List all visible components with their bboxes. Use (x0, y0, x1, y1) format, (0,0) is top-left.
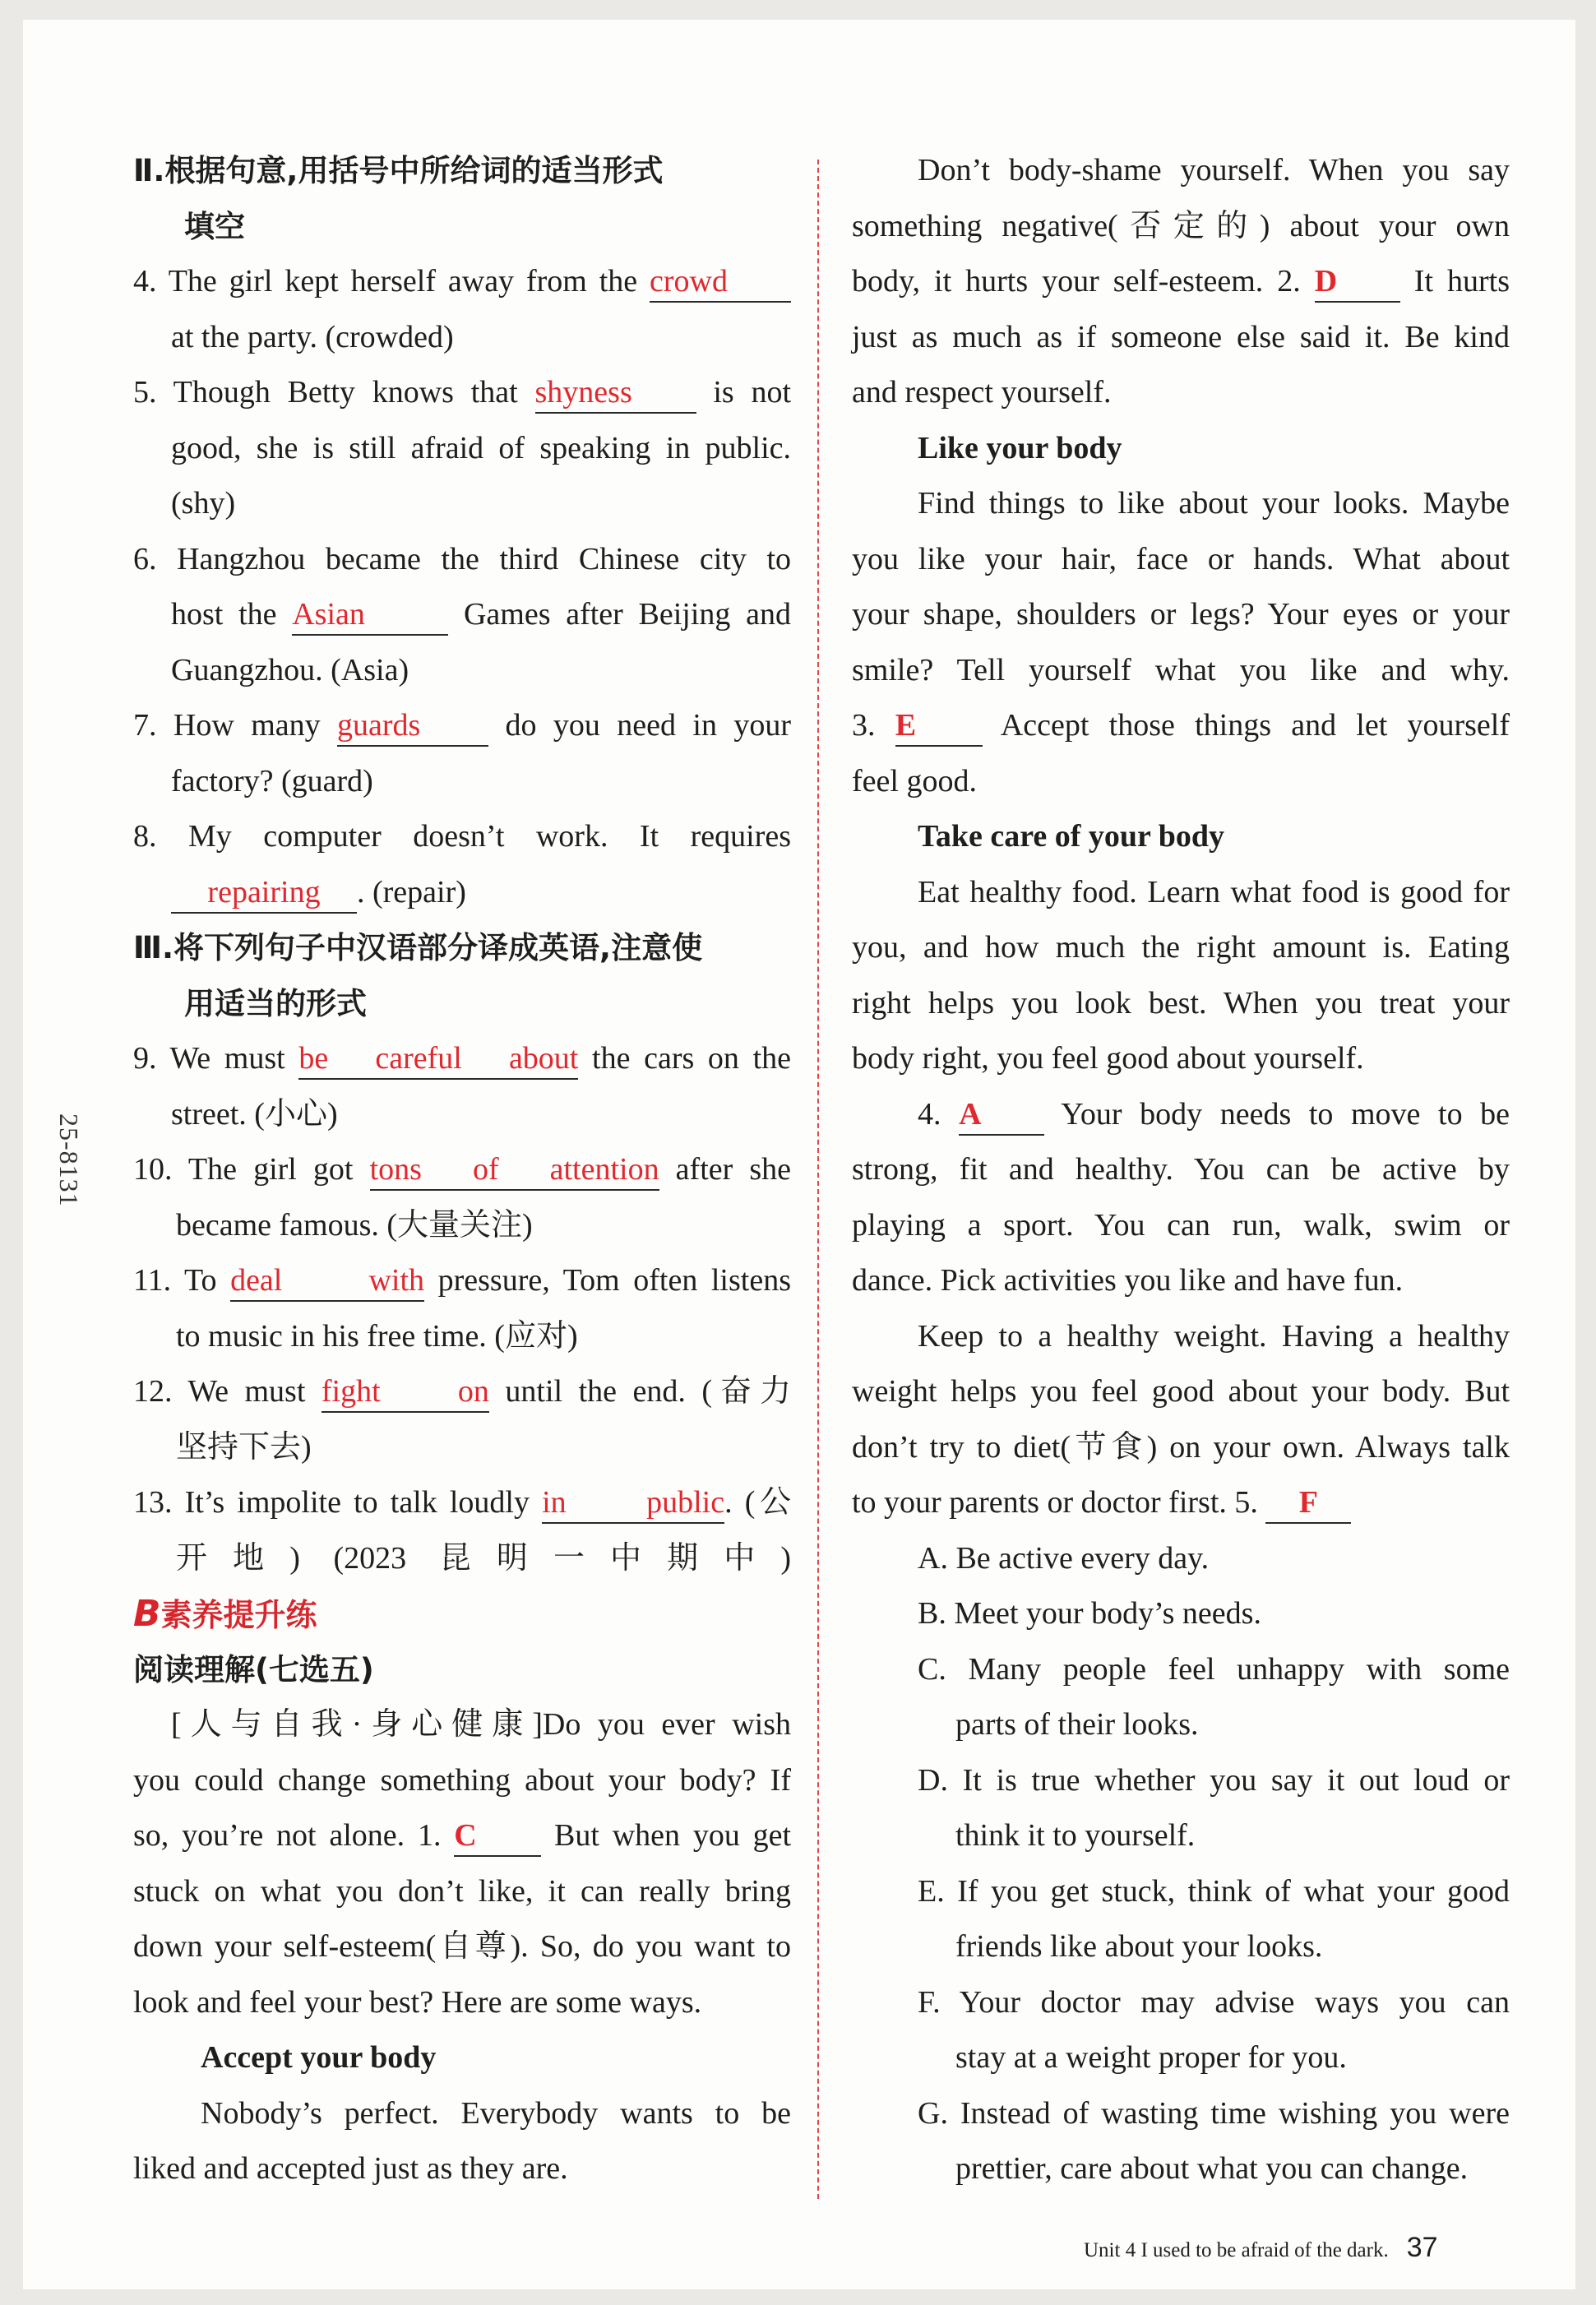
question-7: 7. How many guards do you need in your (133, 698, 791, 754)
answer-blank[interactable]: fight on (322, 1373, 489, 1413)
answer-blank-5[interactable]: F (1265, 1484, 1351, 1524)
reading-title: 阅读理解(七选五) (133, 1651, 374, 1687)
passage-line: to your parents or doctor first. 5. F (852, 1475, 1510, 1531)
question-5-cont: (shy) (171, 486, 236, 521)
passage-line: weight helps you feel good about your body. But (852, 1374, 1510, 1409)
answer-blank[interactable]: guards (337, 707, 488, 747)
option-c-cont: parts of their looks. (955, 1707, 1199, 1742)
question-7-cont: factory? (guard) (171, 763, 373, 798)
passage-line: dance. Pick activities you like and have fun. (852, 1263, 1404, 1298)
option-f: F. Your doctor may advise ways you can (918, 1984, 1510, 2020)
answer-blank[interactable]: tons of attention (370, 1151, 659, 1191)
question-4: 4. The girl kept herself away from the crowd (133, 254, 791, 310)
passage-line: you could change something about your body? If (133, 1762, 791, 1798)
passage-line: don’t try to diet(节食) on your own. Always talk (852, 1429, 1510, 1465)
passage-line: liked and accepted just as they are. (133, 2151, 568, 2186)
option-b: B. Meet your body’s needs. (918, 1596, 1261, 1631)
side-code: 25-8131 (54, 1113, 84, 1207)
passage-line: you, and how much the right amount is. Eating (852, 930, 1510, 965)
passage-line: [人与自我·身心健康]Do you ever wish (171, 1707, 791, 1742)
banner-title: 素养提升练 (160, 1597, 317, 1633)
passage-line: right helps you look best. When you treat your (852, 985, 1510, 1021)
worksheet-page (23, 20, 1575, 2289)
exam-source: (2023 昆明一中期中) (333, 1540, 792, 1576)
passage-line: something negative(否定的) about your own (852, 208, 1510, 243)
question-11: 11. To deal with pressure, Tom often listens (133, 1253, 791, 1309)
passage-line: feel good. (852, 763, 977, 798)
answer-blank[interactable]: deal with (230, 1262, 424, 1302)
option-e: E. If you get stuck, think of what your good (918, 1873, 1510, 1909)
question-11-cont: to music in his free time. (应对) (176, 1318, 578, 1354)
answer-blank-4[interactable]: A (959, 1096, 1044, 1136)
answer-blank-2[interactable]: D (1315, 263, 1400, 303)
section-iii-heading: Ⅲ.将下列句子中汉语部分译成英语,注意使 (133, 930, 703, 965)
question-5: 5. Though Betty knows that shyness is not (133, 365, 791, 421)
passage-line: 4. A Your body needs to move to be (852, 1087, 1510, 1143)
passage-line: Find things to like about your looks. Maybe (918, 486, 1510, 521)
passage-line: strong, fit and healthy. You can be active by (852, 1152, 1510, 1187)
passage-line: Don’t body-shame yourself. When you say (918, 153, 1510, 187)
question-12-cont: 坚持下去) (176, 1429, 312, 1465)
passage-line: just as much as if someone else said it. Be kind (852, 319, 1510, 354)
passage-line: your shape, shoulders or legs? Your eyes or your (852, 597, 1510, 632)
passage-line: playing a sport. You can run, walk, swim or (852, 1207, 1510, 1243)
subheading-like: Like your body (918, 430, 1122, 465)
answer-blank[interactable]: Asian (292, 596, 448, 636)
footer-unit-title: Unit 4 I used to be afraid of the dark. (1084, 2239, 1389, 2261)
answer-blank-3[interactable]: E (895, 707, 983, 747)
question-10: 10. The girl got tons of attention after she (133, 1142, 791, 1198)
question-13: 13. It’s impolite to talk loudly in public. (公 (133, 1475, 791, 1531)
left-column (133, 143, 791, 2197)
option-d-cont: think it to yourself. (955, 1818, 1196, 1853)
answer-blank[interactable]: shyness (535, 374, 696, 414)
passage-line: Nobody’s perfect. Everybody wants to be (201, 2095, 791, 2131)
option-c: C. Many people feel unhappy with some (918, 1651, 1510, 1687)
passage-line: Eat healthy food. Learn what food is good for (918, 874, 1510, 910)
question-8-cont: repairing . (repair) (133, 865, 791, 921)
question-6-cont: host the Asian Games after Beijing and (133, 587, 791, 643)
answer-blank[interactable]: be careful about (298, 1040, 578, 1080)
answer-blank[interactable]: crowd (650, 263, 791, 303)
page-number: 37 (1406, 2232, 1438, 2263)
question-8: 8. My computer doesn’t work. It requires (133, 819, 792, 854)
option-a: A. Be active every day. (918, 1540, 1210, 1576)
option-g-cont: prettier, care about what you can change. (955, 2151, 1469, 2186)
passage-line: down your self-esteem(自尊). So, do you want to (133, 1929, 791, 1964)
section-b-banner (133, 1586, 791, 1642)
passage-line: body, it hurts your self-esteem. 2. D It hurts (852, 254, 1510, 310)
option-g: G. Instead of wasting time wishing you were (918, 2095, 1510, 2131)
passage-line: look and feel your best? Here are some ways. (133, 1984, 702, 2020)
option-e-cont: friends like about your looks. (955, 1929, 1323, 1964)
section-iii-heading-cont: 用适当的形式 (184, 985, 367, 1021)
option-d: D. It is true whether you say it out loud or (918, 1762, 1510, 1798)
subheading-take-care: Take care of your body (918, 819, 1225, 854)
section-ii-heading: Ⅱ.根据句意,用括号中所给词的适当形式 (133, 153, 664, 188)
passage-line: 3. E Accept those things and let yourself (852, 698, 1510, 754)
passage-line: smile? Tell yourself what you like and why. (852, 652, 1510, 687)
banner-letter: B (133, 1593, 161, 1635)
question-12: 12. We must fight on until the end. (奋力 (133, 1364, 791, 1420)
question-9-cont: street. (小心) (171, 1096, 338, 1132)
passage-line: you like your hair, face or hands. What about (852, 541, 1510, 576)
answer-blank[interactable]: repairing (171, 874, 357, 914)
question-6-cont: Guangzhou. (Asia) (171, 652, 409, 687)
answer-blank-1[interactable]: C (454, 1817, 541, 1857)
answer-blank[interactable]: in public (542, 1484, 724, 1524)
passage-line: stuck on what you don’t like, it can really bring (133, 1873, 791, 1909)
column-divider (817, 160, 819, 2199)
question-10-cont: became famous. (大量关注) (176, 1207, 533, 1243)
option-f-cont: stay at a weight proper for you. (955, 2040, 1347, 2075)
question-9: 9. We must be careful about the cars on the (133, 1031, 791, 1087)
question-4-cont: at the party. (crowded) (171, 319, 454, 354)
passage-line: Keep to a healthy weight. Having a healthy (918, 1318, 1510, 1354)
subheading-accept: Accept your body (201, 2040, 437, 2075)
passage-line: body right, you feel good about yourself. (852, 1041, 1364, 1076)
page-footer (1084, 2232, 1438, 2264)
section-ii-heading-cont: 填空 (184, 208, 245, 244)
question-5-cont: good, she is still afraid of speaking in public. (171, 430, 791, 465)
passage-line: so, you’re not alone. 1. C But when you get (133, 1808, 791, 1864)
passage-line: and respect yourself. (852, 375, 1112, 410)
question-13-cont: 开地) (2023 昆明一中期中) (176, 1540, 792, 1576)
question-6: 6. Hangzhou became the third Chinese city to (133, 541, 791, 576)
right-column (852, 143, 1510, 2197)
